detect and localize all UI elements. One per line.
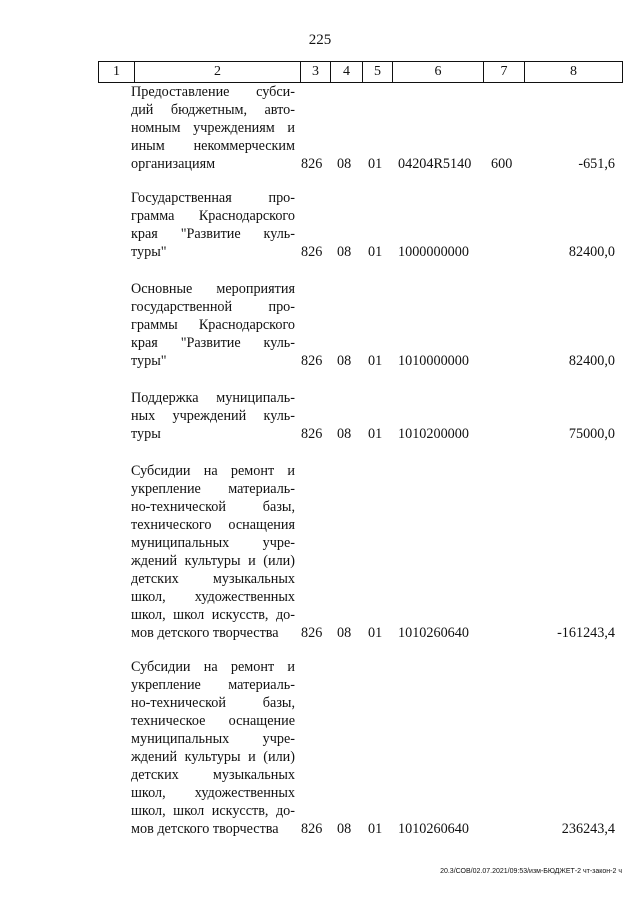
description-line: укрепление материаль-: [131, 677, 295, 693]
description-line: туры": [131, 244, 167, 260]
description-line: ждений культуры и (или): [131, 749, 295, 765]
description-line: ждений культуры и (или): [131, 553, 295, 569]
code-4: 08: [337, 821, 352, 837]
row-description: [131, 280, 295, 370]
description-line: ных учреждений куль-: [131, 408, 295, 424]
description-line: школ, школ искусств, до-: [131, 607, 295, 623]
code-6: 1010260640: [398, 821, 469, 837]
column-header-4: 4: [331, 62, 363, 83]
description-line: муниципальных учре-: [131, 731, 295, 747]
page-number: 225: [308, 32, 332, 48]
row-description: [131, 462, 295, 642]
description-line: Поддержка муниципаль-: [131, 390, 295, 406]
row-description: [131, 389, 295, 443]
description-line: туры: [131, 426, 161, 442]
code-5: 01: [368, 625, 383, 641]
column-header-1: 1: [99, 62, 135, 83]
amount: 82400,0: [568, 353, 615, 369]
description-line: техническое оснащение: [131, 713, 295, 729]
description-line: но-технической базы,: [131, 499, 295, 515]
code-3: 826: [301, 156, 323, 172]
column-header-5: 5: [363, 62, 393, 83]
description-line: иным некоммерческим: [131, 138, 295, 154]
code-4: 08: [337, 353, 352, 369]
description-line: края "Развитие куль-: [131, 335, 295, 351]
description-line: дий бюджетным, авто-: [131, 102, 295, 118]
code-5: 01: [368, 244, 383, 260]
description-line: организациям: [131, 156, 216, 172]
description-line: края "Развитие куль-: [131, 226, 295, 242]
row-description: [131, 658, 295, 838]
code-5: 01: [368, 821, 383, 837]
description-line: мов детского творчества: [131, 821, 279, 837]
description-line: школ, школ искусств, до-: [131, 803, 295, 819]
row-description: [131, 189, 295, 261]
amount: 82400,0: [568, 244, 615, 260]
code-4: 08: [337, 156, 352, 172]
code-5: 01: [368, 156, 383, 172]
description-line: грамма Краснодарского: [131, 208, 295, 224]
code-3: 826: [301, 625, 323, 641]
description-line: государственной про-: [131, 299, 295, 315]
amount: 75000,0: [568, 426, 615, 442]
code-4: 08: [337, 625, 352, 641]
description-line: Субсидии на ремонт и: [131, 463, 295, 479]
code-5: 01: [368, 426, 383, 442]
code-3: 826: [301, 244, 323, 260]
column-header-7: 7: [484, 62, 525, 83]
code-3: 826: [301, 353, 323, 369]
description-line: школ, художественных: [131, 785, 295, 801]
code-5: 01: [368, 353, 383, 369]
description-line: граммы Краснодарского: [131, 317, 295, 333]
amount: -651,6: [578, 156, 615, 172]
amount: 236243,4: [561, 821, 615, 837]
code-6: 1010000000: [398, 353, 469, 369]
code-6: 1000000000: [398, 244, 469, 260]
description-line: муниципальных учре-: [131, 535, 295, 551]
description-line: детских музыкальных: [131, 767, 295, 783]
description-line: технического оснащения: [131, 517, 295, 533]
description-line: школ, художественных: [131, 589, 295, 605]
code-4: 08: [337, 426, 352, 442]
code-6: 1010200000: [398, 426, 469, 442]
description-line: Основные мероприятия: [131, 281, 295, 297]
column-header-6: 6: [393, 62, 484, 83]
description-line: детских музыкальных: [131, 571, 295, 587]
column-header-row: [98, 61, 623, 83]
code-7: 600: [491, 156, 513, 172]
footer-stamp: 20.3/СОВ/02.07.2021/09:53/изм-БЮДЖЕТ-2 чт-закон-2 ч: [440, 868, 622, 875]
description-line: Предоставление субси-: [131, 84, 295, 100]
description-line: укрепление материаль-: [131, 481, 295, 497]
code-6: 04204R5140: [398, 156, 472, 172]
description-line: но-технической базы,: [131, 695, 295, 711]
code-4: 08: [337, 244, 352, 260]
amount: -161243,4: [557, 625, 615, 641]
description-line: туры": [131, 353, 167, 369]
description-line: номным учреждениям и: [131, 120, 295, 136]
column-header-3: 3: [301, 62, 331, 83]
code-3: 826: [301, 821, 323, 837]
column-header-8: 8: [525, 62, 623, 83]
code-3: 826: [301, 426, 323, 442]
column-header-2: 2: [135, 62, 301, 83]
code-6: 1010260640: [398, 625, 469, 641]
row-description: [131, 83, 295, 173]
description-line: Государственная про-: [131, 190, 295, 206]
description-line: Субсидии на ремонт и: [131, 659, 295, 675]
description-line: мов детского творчества: [131, 625, 279, 641]
